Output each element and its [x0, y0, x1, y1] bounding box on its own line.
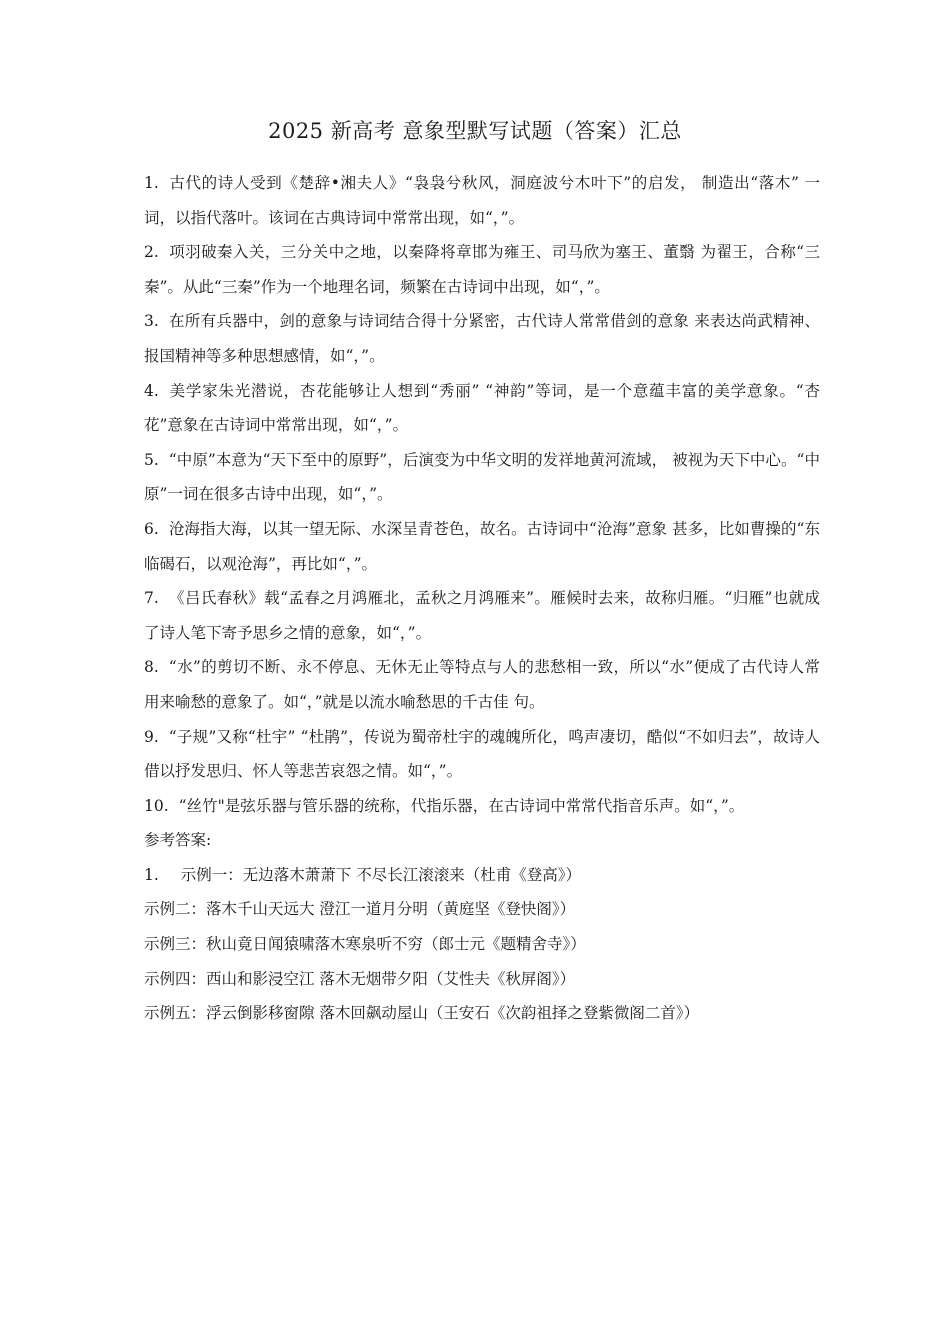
question-number: 10.	[144, 796, 169, 815]
question-item	[144, 720, 820, 789]
question-item	[144, 374, 820, 443]
question-item	[144, 443, 820, 512]
page-title: 2025 新高考 意象型默写试题（答案）汇总	[268, 119, 682, 143]
question-number: 2.	[144, 243, 159, 262]
question-item	[144, 789, 820, 824]
question-number: 8.	[144, 658, 159, 677]
answers-heading: 参考答案:	[144, 831, 212, 850]
question-number: 7.	[144, 589, 159, 608]
question-text: 沧海指大海，以其一望无际、水深呈青苍色，故名。古诗词中“沧海”意象 甚多，比如曹操的“东临碣石，以观沧海”，再比如“，”。	[144, 519, 820, 573]
answer-text: 示例三：秋山竟日闻猿啸落木寒泉听不穷（郎士元《题精舍寺》）	[144, 935, 586, 954]
answer-text: 示例一：无边落木萧萧下 不尽长江滚滚来（杜甫《登高》）	[180, 865, 581, 884]
question-number: 4.	[144, 381, 159, 400]
question-item	[144, 235, 820, 304]
answer-text: 示例五：浮云倒影移窗隙 落木回飙动屋山（王安石《次韵祖择之登紫微阁二首》）	[144, 1004, 700, 1023]
answer-text: 示例二：落木千山天远大 澄江一道月分明（黄庭坚《登快阁》）	[144, 900, 576, 919]
question-item	[144, 512, 820, 581]
document-body	[144, 166, 820, 1031]
question-number: 5.	[144, 450, 159, 469]
question-text: 美学家朱光潜说，杏花能够让人想到“秀丽” “神韵”等词，是一个意蕴丰富的美学意象。“杏花”意象在古诗词中常常出现，如“，”。	[144, 381, 820, 435]
question-text: 项羽破秦入关，三分关中之地，以秦降将章邯为雍王、司马欣为塞王、董翳 为翟王，合称“三秦”。从此“三秦”作为一个地理名词，频繁在古诗词中出现，如“，”。	[144, 243, 820, 296]
question-number: 1.	[144, 174, 159, 192]
answer-item	[144, 962, 820, 997]
question-text: 《吕氏春秋》载“孟春之月鸿雁北，孟秋之月鸿雁来”。雁候时去来，故称归雁。“归雁”也就成了诗人笔下寄予思乡之情的意象，如“，”。	[144, 589, 820, 642]
question-text: 古代的诗人受到《楚辞•湘夫人》“袅袅兮秋风，洞庭波兮木叶下”的启发， 制造出“落木” 一词，以指代落叶。该词在古典诗词中常常出现，如“，”。	[144, 174, 820, 227]
question-item	[144, 166, 820, 235]
answer-item	[144, 927, 820, 962]
question-item	[144, 304, 820, 373]
question-item	[144, 650, 820, 719]
question-item	[144, 581, 820, 650]
question-text: “中原”本意为“天下至中的原野”，后演变为中华文明的发祥地黄河流域， 被视为天下中心。“中原”一词在很多古诗中出现，如“，”。	[144, 450, 820, 504]
question-text: “子规”又称“杜宇” “杜鹃”，传说为蜀帝杜宇的魂魄所化，鸣声凄切，酷似“不如归去”，故诗人借以抒发思归、怀人等悲苦哀怨之情。如“，”。	[144, 727, 820, 781]
answer-number: 1.	[144, 865, 159, 884]
question-text: 在所有兵器中，剑的意象与诗词结合得十分紧密，古代诗人常常借剑的意象 来表达尚武精神、报国精神等多种思想感情，如“，”。	[144, 312, 820, 365]
question-text: “水”的剪切不断、永不停息、无休无止等特点与人的悲愁相一致，所以“水”便成了古代诗人常用来喻愁的意象了。如“，”就是以流水喻愁思的千古佳 句。	[144, 658, 820, 711]
question-text: “丝竹"是弦乐器与管乐器的统称，代指乐器，在古诗词中常常代指音乐声。如“，”。	[178, 796, 745, 815]
answer-item	[144, 892, 820, 927]
answer-item	[144, 996, 820, 1031]
answer-text: 示例四：西山和影浸空江 落木无烟带夕阳（艾性夫《秋屏阁》）	[144, 969, 576, 988]
question-number: 6.	[144, 519, 159, 538]
answer-item	[144, 858, 820, 893]
question-number: 3.	[144, 312, 159, 331]
question-number: 9.	[144, 727, 159, 746]
